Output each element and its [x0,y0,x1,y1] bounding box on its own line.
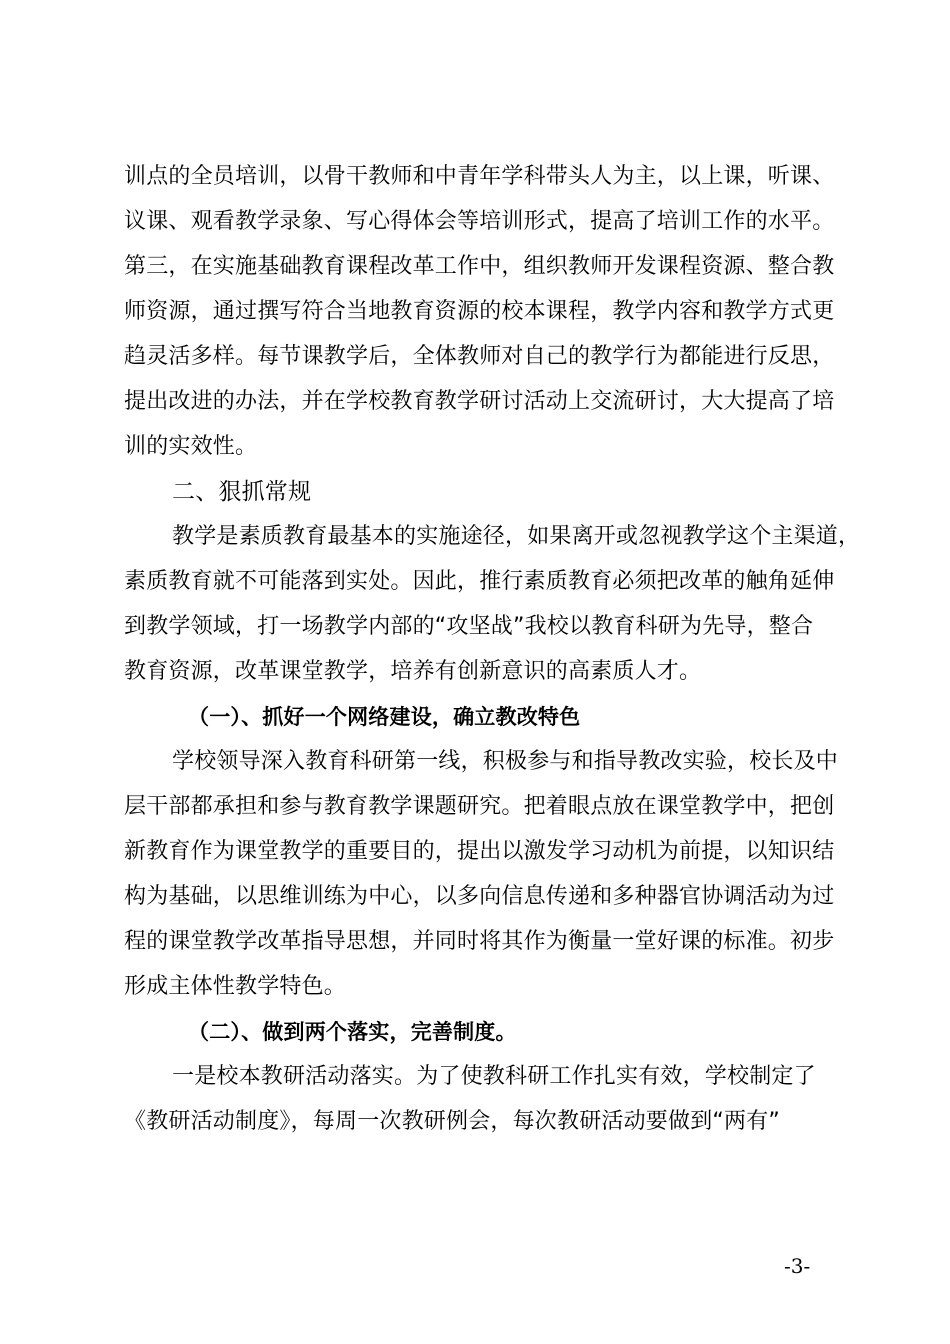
paragraph-line: 教学是素质教育最基本的实施途径，如果离开或忽视教学这个主渠道， [172,524,861,549]
paragraph-line: 第三，在实施基础教育课程改革工作中，组织教师开发课程资源、整合教 [124,254,835,279]
paragraph-line: 构为基础，以思维训练为中心，以多向信息传递和多种器官协调活动为过 [124,884,835,909]
subsection-heading: （一）、抓好一个网络建设，确立教改特色 [188,705,581,729]
paragraph-line: 提出改进的办法，并在学校教育教学研讨活动上交流研讨，大大提高了培 [124,389,835,414]
paragraph-line: 一是校本教研活动落实。为了使教科研工作扎实有效，学校制定了 [172,1064,816,1089]
paragraph-line: 训的实效性。 [124,434,258,459]
paragraph-line: 议课、观看教学录象、写心得体会等培训形式，提高了培训工作的水平。 [124,209,835,234]
paragraph-line: 素质教育就不可能落到实处。因此，推行素质教育必须把改革的触角延伸 [124,569,835,594]
paragraph-line: 训点的全员培训，以骨干教师和中青年学科带头人为主，以上课，听课、 [124,164,835,189]
paragraph-line: 趋灵活多样。每节课教学后，全体教师对自己的教学行为都能进行反思， [124,344,835,369]
paragraph-line: 到教学领域，打一场教学内部的“攻坚战”我校以教育科研为先导，整合 [124,614,814,639]
paragraph-line: 层干部都承担和参与教育教学课题研究。把着眼点放在课堂教学中，把创 [124,794,835,819]
paragraph-line: 《教研活动制度》，每周一次教研例会，每次教研活动要做到“两有” [124,1109,780,1134]
paragraph-line: 学校领导深入教育科研第一线，积极参与和指导教改实验，校长及中 [172,749,839,774]
section-heading: 二、狠抓常规 [172,479,312,505]
paragraph-line: 师资源，通过撰写符合当地教育资源的校本课程，教学内容和教学方式更 [124,299,835,324]
paragraph-line: 形成主体性教学特色。 [124,974,347,999]
page-number: -3- [784,1254,811,1278]
subsection-heading: （二）、做到两个落实，完善制度。 [188,1020,517,1044]
paragraph-line: 教育资源，改革课堂教学，培养有创新意识的高素质人才。 [124,659,702,684]
paragraph-line: 程的课堂教学改革指导思想，并同时将其作为衡量一堂好课的标准。初步 [124,929,835,954]
paragraph-line: 新教育作为课堂教学的重要目的，提出以激发学习动机为前提，以知识结 [124,839,835,864]
